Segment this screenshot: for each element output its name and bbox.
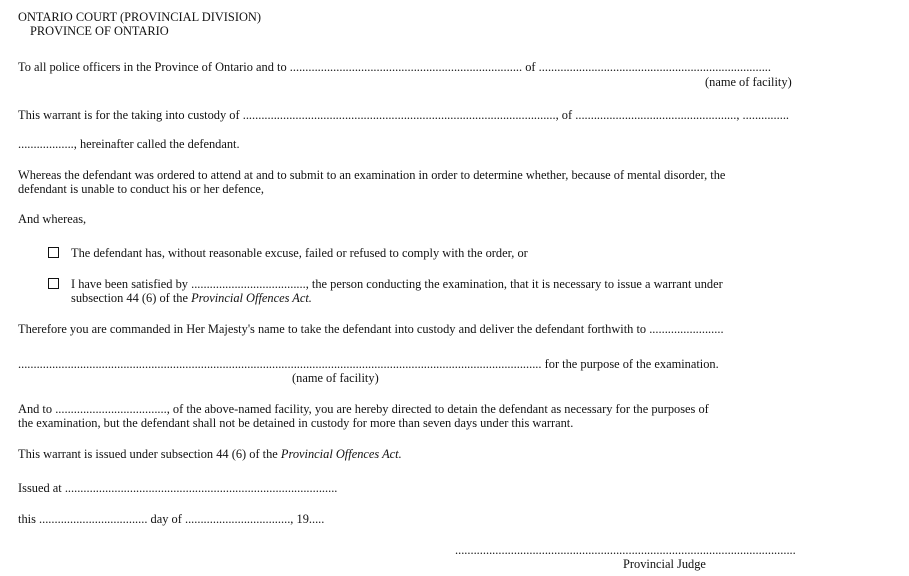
intro-line [18, 60, 771, 74]
signature-blank[interactable]: .............................................................................................................. [455, 543, 796, 557]
date-line [18, 512, 324, 526]
issued-at-line [18, 481, 337, 495]
and-to-prefix: And to [18, 402, 53, 416]
option-2-prefix: I have been satisfied by [71, 277, 188, 291]
whereas-line-1: Whereas the defendant was ordered to attend at and to submit to an examination in order to determine whether, because of mental disorder, the [18, 168, 726, 182]
therefore-text: Therefore you are commanded in Her Majesty's name to take the defendant into custody and deliver the defendant forthwith to [18, 322, 647, 336]
issued-under-line [18, 447, 402, 461]
province-title: PROVINCE OF ONTARIO [30, 24, 169, 38]
year-field[interactable]: , 19..... [290, 512, 325, 526]
examiner-name-blank[interactable]: ..................................... [191, 277, 306, 291]
issued-at-blank[interactable]: ........................................................................................ [64, 481, 338, 495]
day-blank[interactable]: ................................... [39, 512, 148, 526]
court-title: ONTARIO COURT (PROVINCIAL DIVISION) [18, 10, 261, 24]
option-2-checkbox[interactable] [48, 278, 59, 289]
option-1-text: The defendant has, without reasonable excuse, failed or refused to comply with the order, or [71, 246, 528, 260]
therefore-line-2 [18, 357, 719, 371]
option-2-suffix: , the person conducting the examination, that it is necessary to issue a warrant under [305, 277, 723, 291]
custody-of: , of [555, 108, 573, 122]
issued-under-text: This warrant is issued under subsection 44 (6) of the [18, 447, 278, 461]
custody-prefix: This warrant is for the taking into custody of [18, 108, 240, 122]
day-of-label: day of [150, 512, 182, 526]
option-2-line-2 [71, 291, 312, 305]
and-whereas: And whereas, [18, 212, 87, 226]
date-this: this [18, 512, 36, 526]
defendant-line [18, 137, 240, 151]
signature-caption: Provincial Judge [623, 557, 706, 571]
issued-at-label: Issued at [18, 481, 62, 495]
defendant-address-blank[interactable]: ...................................................., [575, 108, 740, 122]
police-name-blank[interactable]: ........................................................................... [289, 60, 523, 74]
and-to-line-1 [18, 402, 709, 416]
facility-caption-1: (name of facility) [705, 75, 792, 89]
intro-prefix: To all police officers in the Province of Ontario and to [18, 60, 287, 74]
issued-under-act: Provincial Offences Act. [280, 447, 402, 461]
option-2-act: Provincial Offences Act. [191, 291, 312, 305]
and-to-suffix: , of the above-named facility, you are hereby directed to detain the defendant as necessary for the purposes of [166, 402, 709, 416]
purpose-text: for the purpose of the examination. [544, 357, 719, 371]
facility-blank[interactable]: ........................................................................... [538, 60, 771, 74]
intro-of: of [525, 60, 536, 74]
whereas-line-2: defendant is unable to conduct his or her defence, [18, 182, 264, 196]
detaining-person-blank[interactable]: .................................... [55, 402, 167, 416]
month-blank[interactable]: .................................. [184, 512, 291, 526]
option-2-subsection: subsection 44 (6) of the [71, 291, 188, 305]
defendant-suffix: , hereinafter called the defendant. [73, 137, 240, 151]
option-1-row [48, 246, 528, 260]
defendant-address-blank-2[interactable]: ............... [742, 108, 790, 122]
facility-blank-2[interactable]: ......................................................................................................................................................................... [18, 357, 542, 371]
facility-caption-2: (name of facility) [292, 371, 379, 385]
and-to-line-2: the examination, but the defendant shall not be detained in custody for more than seven days under this warrant. [18, 416, 574, 430]
defendant-address-blank-3[interactable]: .................. [18, 137, 74, 151]
option-1-checkbox[interactable] [48, 247, 59, 258]
option-2-row [48, 277, 723, 291]
therefore-line-1 [18, 322, 724, 336]
deliver-to-blank[interactable]: ........................ [649, 322, 724, 336]
defendant-name-blank[interactable]: ..................................................................................................... [242, 108, 556, 122]
custody-line [18, 108, 789, 122]
